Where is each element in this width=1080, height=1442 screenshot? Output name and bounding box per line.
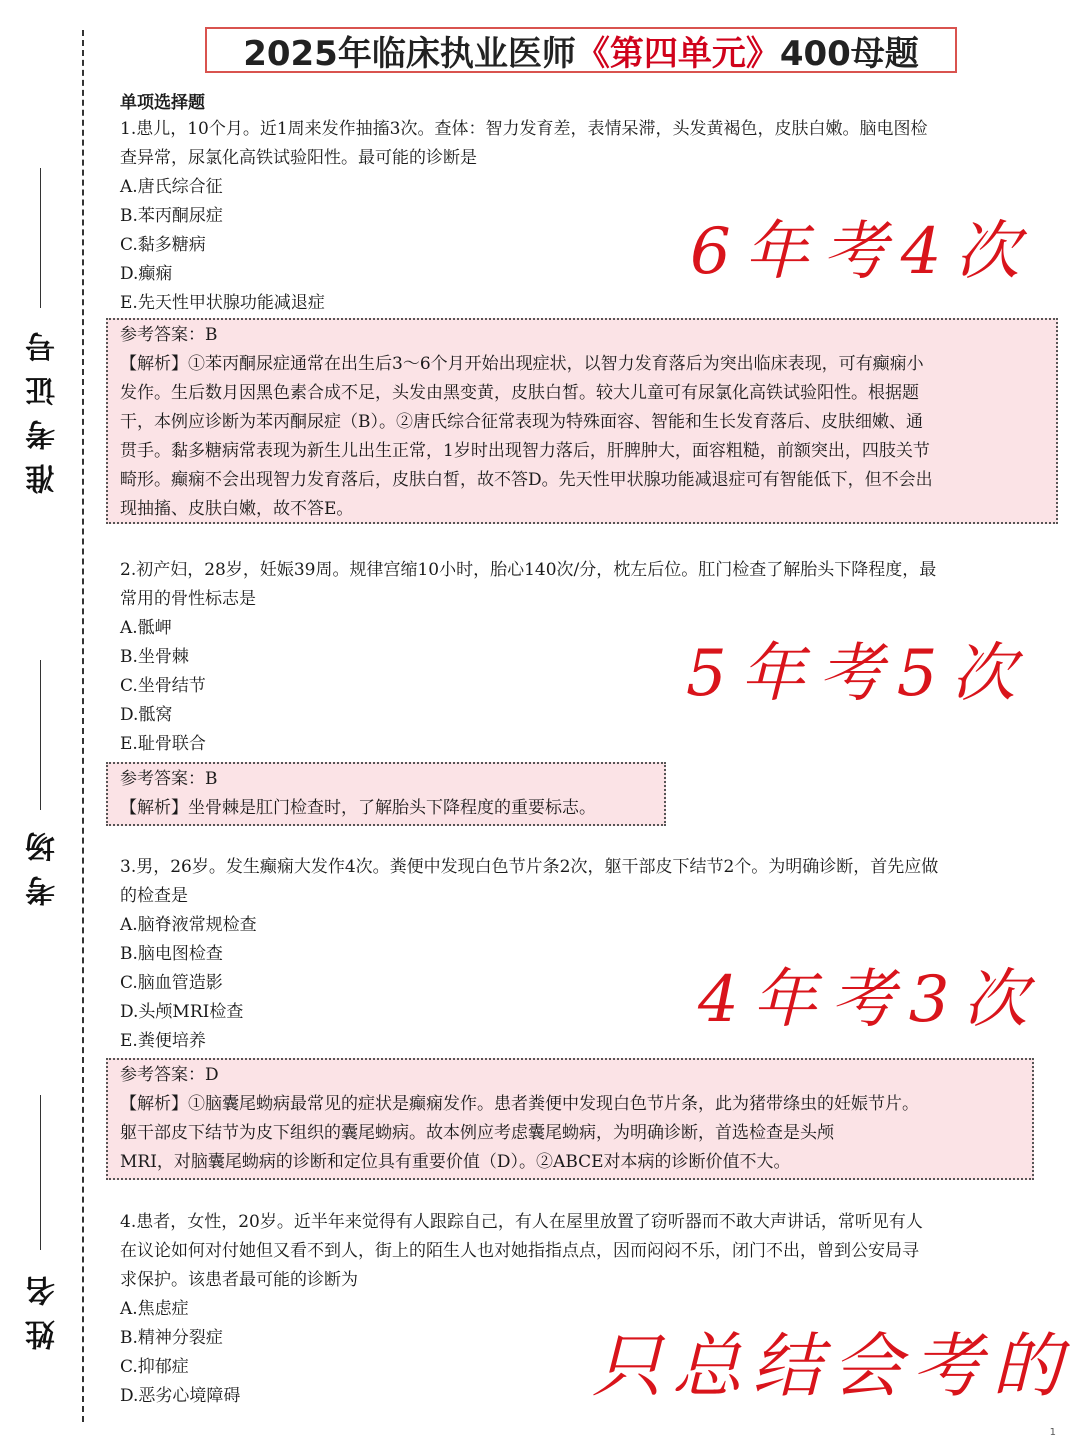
analysis-line: 躯干部皮下结节为皮下组织的囊尾蚴病。故本例应考虑囊尾蚴病，为明确诊断，首选检查是头颅	[120, 1123, 834, 1143]
analysis-tag: 【解析】	[120, 354, 188, 374]
option-a: A.脑脊液常规检查	[120, 915, 257, 935]
option-b: B.脑电图检查	[120, 944, 223, 964]
analysis-line: 贯手。黏多糖病常表现为新生儿出生正常，1岁时出现智力落后，肝脾肿大，面容粗糙，前额突出，四肢关节	[120, 441, 930, 461]
question-stem-line: 2.初产妇，28岁，妊娠39周。规律宫缩10小时，胎心140次/分，枕左后位。肛门检查了解胎头下降程度，最	[120, 560, 937, 580]
option-b: B.坐骨棘	[120, 647, 189, 667]
analysis-line: ①苯丙酮尿症通常在出生后3～6个月开始出现症状，以智力发育落后为突出临床表现，可有癫痫小	[188, 354, 924, 374]
analysis-tag: 【解析】	[120, 798, 188, 818]
option-a: A.焦虑症	[120, 1299, 189, 1319]
option-c: C.脑血管造影	[120, 973, 223, 993]
answer-line: 参考答案：B	[120, 769, 218, 789]
option-c: C.抑郁症	[120, 1357, 189, 1377]
name-label: 姓名	[26, 1262, 61, 1350]
analysis-line: 发作。生后数月因黑色素合成不足，头发由黑变黄，皮肤白皙。较大儿童可有尿氯化高铁试验阳性。根据题	[120, 383, 919, 403]
analysis-line: MRI，对脑囊尾蚴病的诊断和定位具有重要价值（D）。②ABCE对本病的诊断价值不大。	[120, 1152, 791, 1172]
analysis-line: 畸形。癫痫不会出现智力发育落后，皮肤白皙，故不答D。先天性甲状腺功能减退症可有智能低下，但不会出	[120, 470, 933, 490]
option-d: D.头颅MRI检查	[120, 1002, 244, 1022]
exam-room-label: 考场	[26, 818, 61, 906]
answer-line: 参考答案：D	[120, 1065, 219, 1085]
room-blank-line	[40, 660, 41, 810]
analysis-line: 干，本例应诊断为苯丙酮尿症（B）。②唐氏综合征常表现为特殊面容、智能和生长发育落后、皮肤细嫩、通	[120, 412, 923, 432]
answer-line: 参考答案：B	[120, 325, 218, 345]
page-title	[205, 27, 957, 73]
analysis-line: 现抽搐、皮肤白嫩，故不答E。	[120, 499, 354, 519]
question-stem-line: 1.患儿，10个月。近1周来发作抽搐3次。查体：智力发育差，表情呆滞，头发黄褐色，皮肤白嫩。脑电图检	[120, 119, 928, 139]
analysis-line: ①脑囊尾蚴病最常见的症状是癫痫发作。患者粪便中发现白色节片条，此为猪带绦虫的妊娠节片。	[188, 1094, 919, 1114]
handwritten-note-q3: 4年考3次	[698, 963, 1042, 1037]
ticket-blank-line	[40, 168, 41, 308]
question-stem-line: 查异常，尿氯化高铁试验阳性。最可能的诊断是	[120, 148, 477, 168]
answer-box-1	[106, 318, 1058, 524]
question-stem-line: 4.患者，女性，20岁。近半年来觉得有人跟踪自己，有人在屋里放置了窃听器而不敢大声讲话，常听见有人	[120, 1212, 923, 1232]
title-accent: 《第四单元》	[575, 33, 780, 74]
ticket-number-label: 准考证号	[26, 318, 61, 494]
answer-box-2	[106, 762, 666, 826]
option-a: A.骶岬	[120, 618, 172, 638]
handwritten-note-q2: 5年考5次	[686, 637, 1030, 711]
option-a: A.唐氏综合征	[120, 177, 223, 197]
option-e: E.先天性甲状腺功能减退症	[120, 293, 325, 313]
answer-box-3	[106, 1058, 1034, 1180]
option-d: D.骶窝	[120, 705, 173, 725]
binding-dashed-line	[82, 30, 84, 1422]
handwritten-note-q1: 6年考4次	[690, 215, 1034, 289]
section-title: 单项选择题	[120, 93, 205, 113]
option-c: C.坐骨结节	[120, 676, 206, 696]
page-number: 1	[1049, 1427, 1056, 1438]
name-blank-line	[40, 1095, 41, 1250]
option-d: D.恶劣心境障碍	[120, 1386, 241, 1406]
question-stem-line: 求保护。该患者最可能的诊断为	[120, 1270, 358, 1290]
analysis-line: 坐骨棘是肛门检查时，了解胎头下降程度的重要标志。	[188, 798, 596, 818]
option-e: E.粪便培养	[120, 1031, 206, 1051]
analysis-tag: 【解析】	[120, 1094, 188, 1114]
handwritten-note-footer: 只总结会考的	[592, 1325, 1072, 1407]
question-stem-line: 常用的骨性标志是	[120, 589, 256, 609]
question-stem-line: 3.男，26岁。发生癫痫大发作4次。粪便中发现白色节片条2次，躯干部皮下结节2个。为明确诊断，首先应做	[120, 857, 939, 877]
option-b: B.精神分裂症	[120, 1328, 223, 1348]
option-d: D.癫痫	[120, 264, 173, 284]
option-b: B.苯丙酮尿症	[120, 206, 223, 226]
title-prefix: 2025年临床执业医师	[243, 33, 576, 74]
option-e: E.耻骨联合	[120, 734, 206, 754]
question-stem-line: 在议论如何对付她但又看不到人，街上的陌生人也对她指指点点，因而闷闷不乐，闭门不出，曾到公安局寻	[120, 1241, 919, 1261]
option-c: C.黏多糖病	[120, 235, 206, 255]
question-stem-line: 的检查是	[120, 886, 188, 906]
title-suffix: 400母题	[779, 33, 919, 74]
